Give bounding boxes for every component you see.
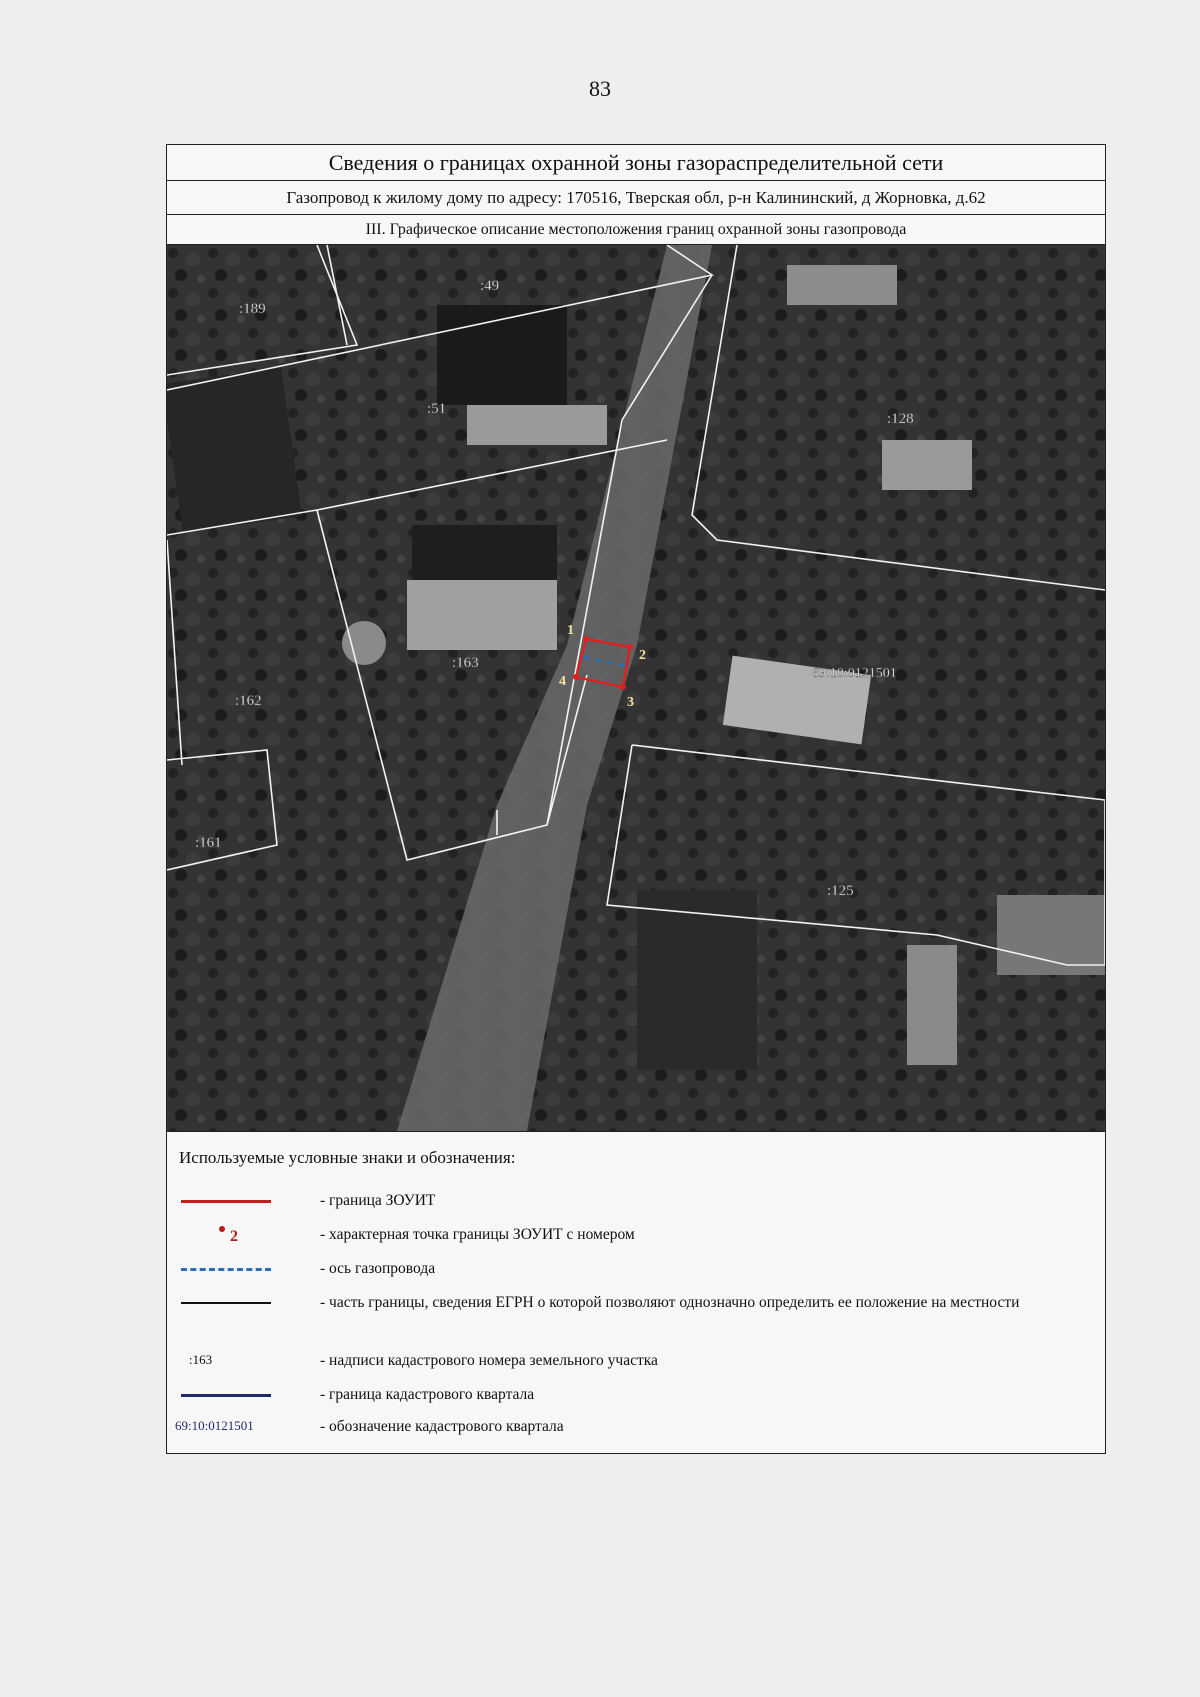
parcel-label-sample: :163 <box>189 1352 213 1367</box>
legend <box>167 1132 1105 1453</box>
legend-text: - обозначение кадастрового квартала <box>320 1418 564 1435</box>
legend-text: - надписи кадастрового номера земельного участка <box>320 1352 658 1369</box>
parcel-label: :49 <box>480 278 500 294</box>
zone-point[interactable] <box>573 674 579 680</box>
round-structure <box>342 621 386 665</box>
building <box>407 580 557 650</box>
zone-point[interactable] <box>583 636 589 642</box>
sheet-title: Сведения о границах охранной зоны газораспределительной сети <box>167 145 1105 181</box>
map-sheet <box>166 144 1106 1454</box>
quarter-label-sample: 69:10:0121501 <box>175 1418 254 1433</box>
zone-point[interactable] <box>620 684 626 690</box>
zone-point-label: 3 <box>627 695 634 710</box>
parcel-label: :128 <box>887 411 914 427</box>
navy-line-symbol <box>181 1394 271 1397</box>
legend-title: Используемые условные знаки и обозначения: <box>179 1148 516 1167</box>
legend-text: - ось газопровода <box>320 1260 436 1277</box>
legend-text: - граница кадастрового квартала <box>320 1386 535 1403</box>
zone-point-label: 4 <box>559 674 566 689</box>
building <box>167 367 302 532</box>
cadastral-quarter-label: 69:10:0121501 <box>812 666 897 681</box>
section-title: III. Графическое описание местоположения границ охранной зоны газопровода <box>167 215 1105 245</box>
zone-point-label: 1 <box>567 623 574 638</box>
red-line-symbol <box>181 1200 271 1203</box>
point-symbol <box>219 1226 238 1246</box>
parcel-label: :162 <box>235 693 262 709</box>
dot-icon <box>219 1226 225 1232</box>
zone-point-label: 2 <box>639 648 646 663</box>
dashed-line-symbol <box>181 1268 271 1271</box>
parcel-label: :163 <box>452 655 479 671</box>
legend-text: - характерная точка границы ЗОУИТ с номером <box>320 1226 635 1243</box>
black-line-symbol <box>181 1302 271 1304</box>
parcel-label: :51 <box>427 401 447 417</box>
parcel-label: :161 <box>195 835 222 851</box>
object-description: Газопровод к жилому дому по адресу: 170516, Тверская обл, р-н Калининский, д Жорновка, д.62 <box>167 181 1105 215</box>
aerial-map[interactable] <box>167 245 1105 1132</box>
building <box>467 405 607 445</box>
legend-text: - граница ЗОУИТ <box>320 1192 436 1209</box>
page-number: 83 <box>589 76 611 101</box>
building <box>787 265 897 305</box>
zone-point[interactable] <box>627 644 633 650</box>
building <box>997 895 1105 975</box>
map-canvas <box>167 245 1105 1131</box>
building <box>882 440 972 490</box>
legend-text: - часть границы, сведения ЕГРН о которой позволяют однозначно определить ее положение на местности <box>320 1294 1020 1311</box>
building <box>907 945 957 1065</box>
point-number-sample: 2 <box>230 1228 238 1245</box>
parcel-label: :125 <box>827 883 854 899</box>
parcel-label: :189 <box>239 301 266 317</box>
